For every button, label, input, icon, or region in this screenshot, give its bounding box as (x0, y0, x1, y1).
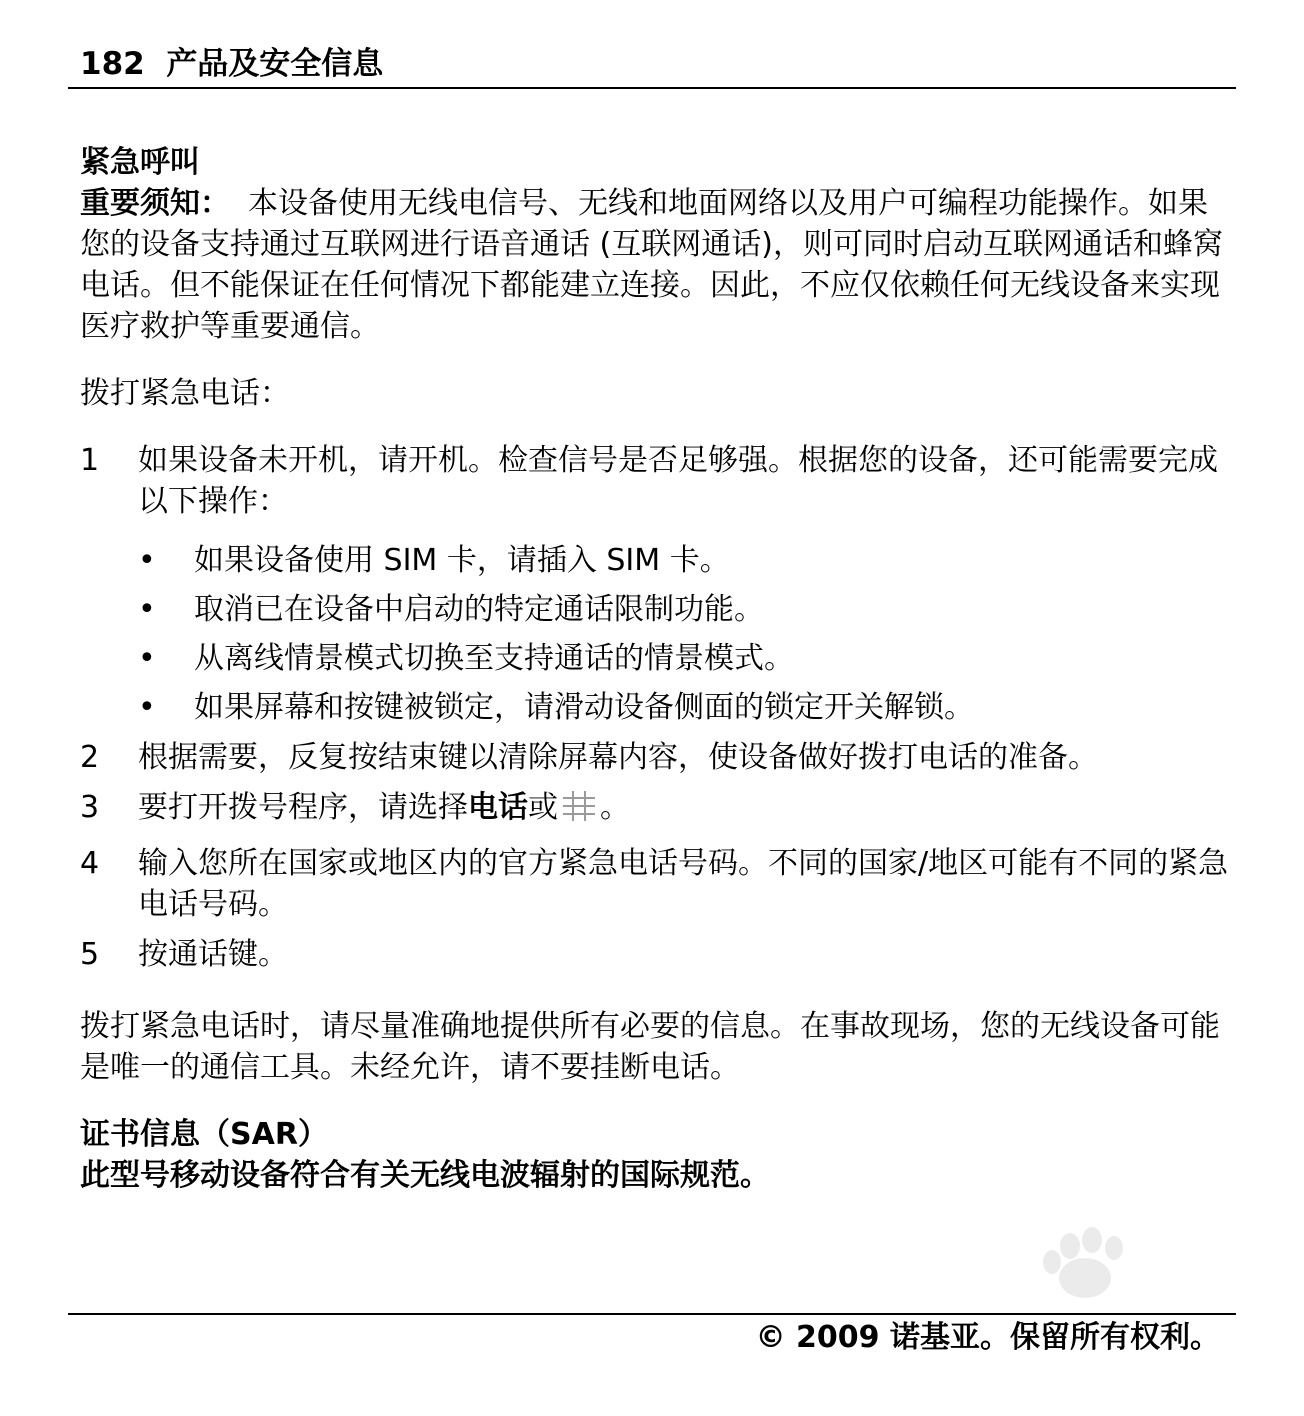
step-number: 1 (80, 443, 100, 478)
bullet-symbol: • (138, 641, 156, 676)
step-text: 按通话键。 (138, 937, 288, 972)
bullet-symbol: • (138, 690, 156, 725)
bullet-symbol: • (138, 592, 156, 627)
step-item (80, 934, 1230, 975)
keypad-icon (559, 789, 599, 834)
bullet-item (138, 540, 1230, 581)
step-text: 根据需要，反复按结束键以清除屏幕内容，使设备做好拨打电话的准备。 (138, 740, 1098, 775)
emergency-heading: 紧急呼叫 (80, 145, 200, 180)
footer-divider (68, 1313, 1236, 1315)
notice-label: 重要须知： (80, 186, 230, 221)
bullet-text: 从离线情景模式切换至支持通话的情景模式。 (194, 641, 794, 676)
bullet-item (138, 687, 1230, 728)
bullet-text: 如果设备使用 SIM 卡，请插入 SIM 卡。 (194, 543, 730, 578)
step-number: 2 (80, 740, 100, 775)
step-item (80, 440, 1230, 728)
step-text-after: 。 (600, 790, 630, 825)
step-item (80, 843, 1230, 925)
step-item (80, 737, 1230, 778)
page-number: 182 (80, 46, 145, 82)
page-header (80, 44, 383, 84)
emergency-steps (80, 440, 1230, 975)
bullet-item (138, 589, 1230, 630)
bullet-item (138, 638, 1230, 679)
notice-text: 本设备使用无线电信号、无线和地面网络以及用户可编程功能操作。如果您的设备支持通过互联网进行语音通话 (互联网通话)，则可同时启动互联网通话和蜂窝电话。但不能保证在任何情况下都能建立连接。因此，不应仅依赖任何无线设备来实现医疗救护等重要通信。 (80, 186, 1223, 344)
sar-heading: 证书信息（SAR） (80, 1117, 328, 1152)
step-1-bullets (138, 540, 1230, 728)
bullet-symbol: • (138, 543, 156, 578)
step-text-before: 要打开拨号程序，请选择 (138, 790, 468, 825)
closing-paragraph: 拨打紧急电话时，请尽量准确地提供所有必要的信息。在事故现场，您的无线设备可能是唯一的通信工具。未经允许，请不要挂断电话。 (80, 1009, 1220, 1085)
page-content (80, 142, 1230, 1196)
section-title: 产品及安全信息 (166, 46, 384, 82)
sar-statement: 此型号移动设备符合有关无线电波辐射的国际规范。 (80, 1158, 770, 1193)
dial-intro: 拨打紧急电话： (80, 376, 290, 411)
step-item (80, 787, 1230, 834)
step-text-mid: 或 (528, 790, 558, 825)
copyright: © 2009 诺基亚。保留所有权利。 (755, 1320, 1220, 1355)
step-number: 3 (80, 790, 100, 825)
header-divider (68, 87, 1236, 89)
step-text: 如果设备未开机，请开机。检查信号是否足够强。根据您的设备，还可能需要完成以下操作： (138, 443, 1218, 519)
bullet-text: 如果屏幕和按键被锁定，请滑动设备侧面的锁定开关解锁。 (194, 690, 974, 725)
important-notice (80, 183, 1230, 347)
step-number: 5 (80, 937, 100, 972)
step-text: 输入您所在国家或地区内的官方紧急电话号码。不同的国家/地区可能有不同的紧急电话号码。 (138, 846, 1229, 922)
phone-menu-label: 电话 (468, 790, 528, 825)
bullet-text: 取消已在设备中启动的特定通话限制功能。 (194, 592, 764, 627)
step-number: 4 (80, 846, 100, 881)
